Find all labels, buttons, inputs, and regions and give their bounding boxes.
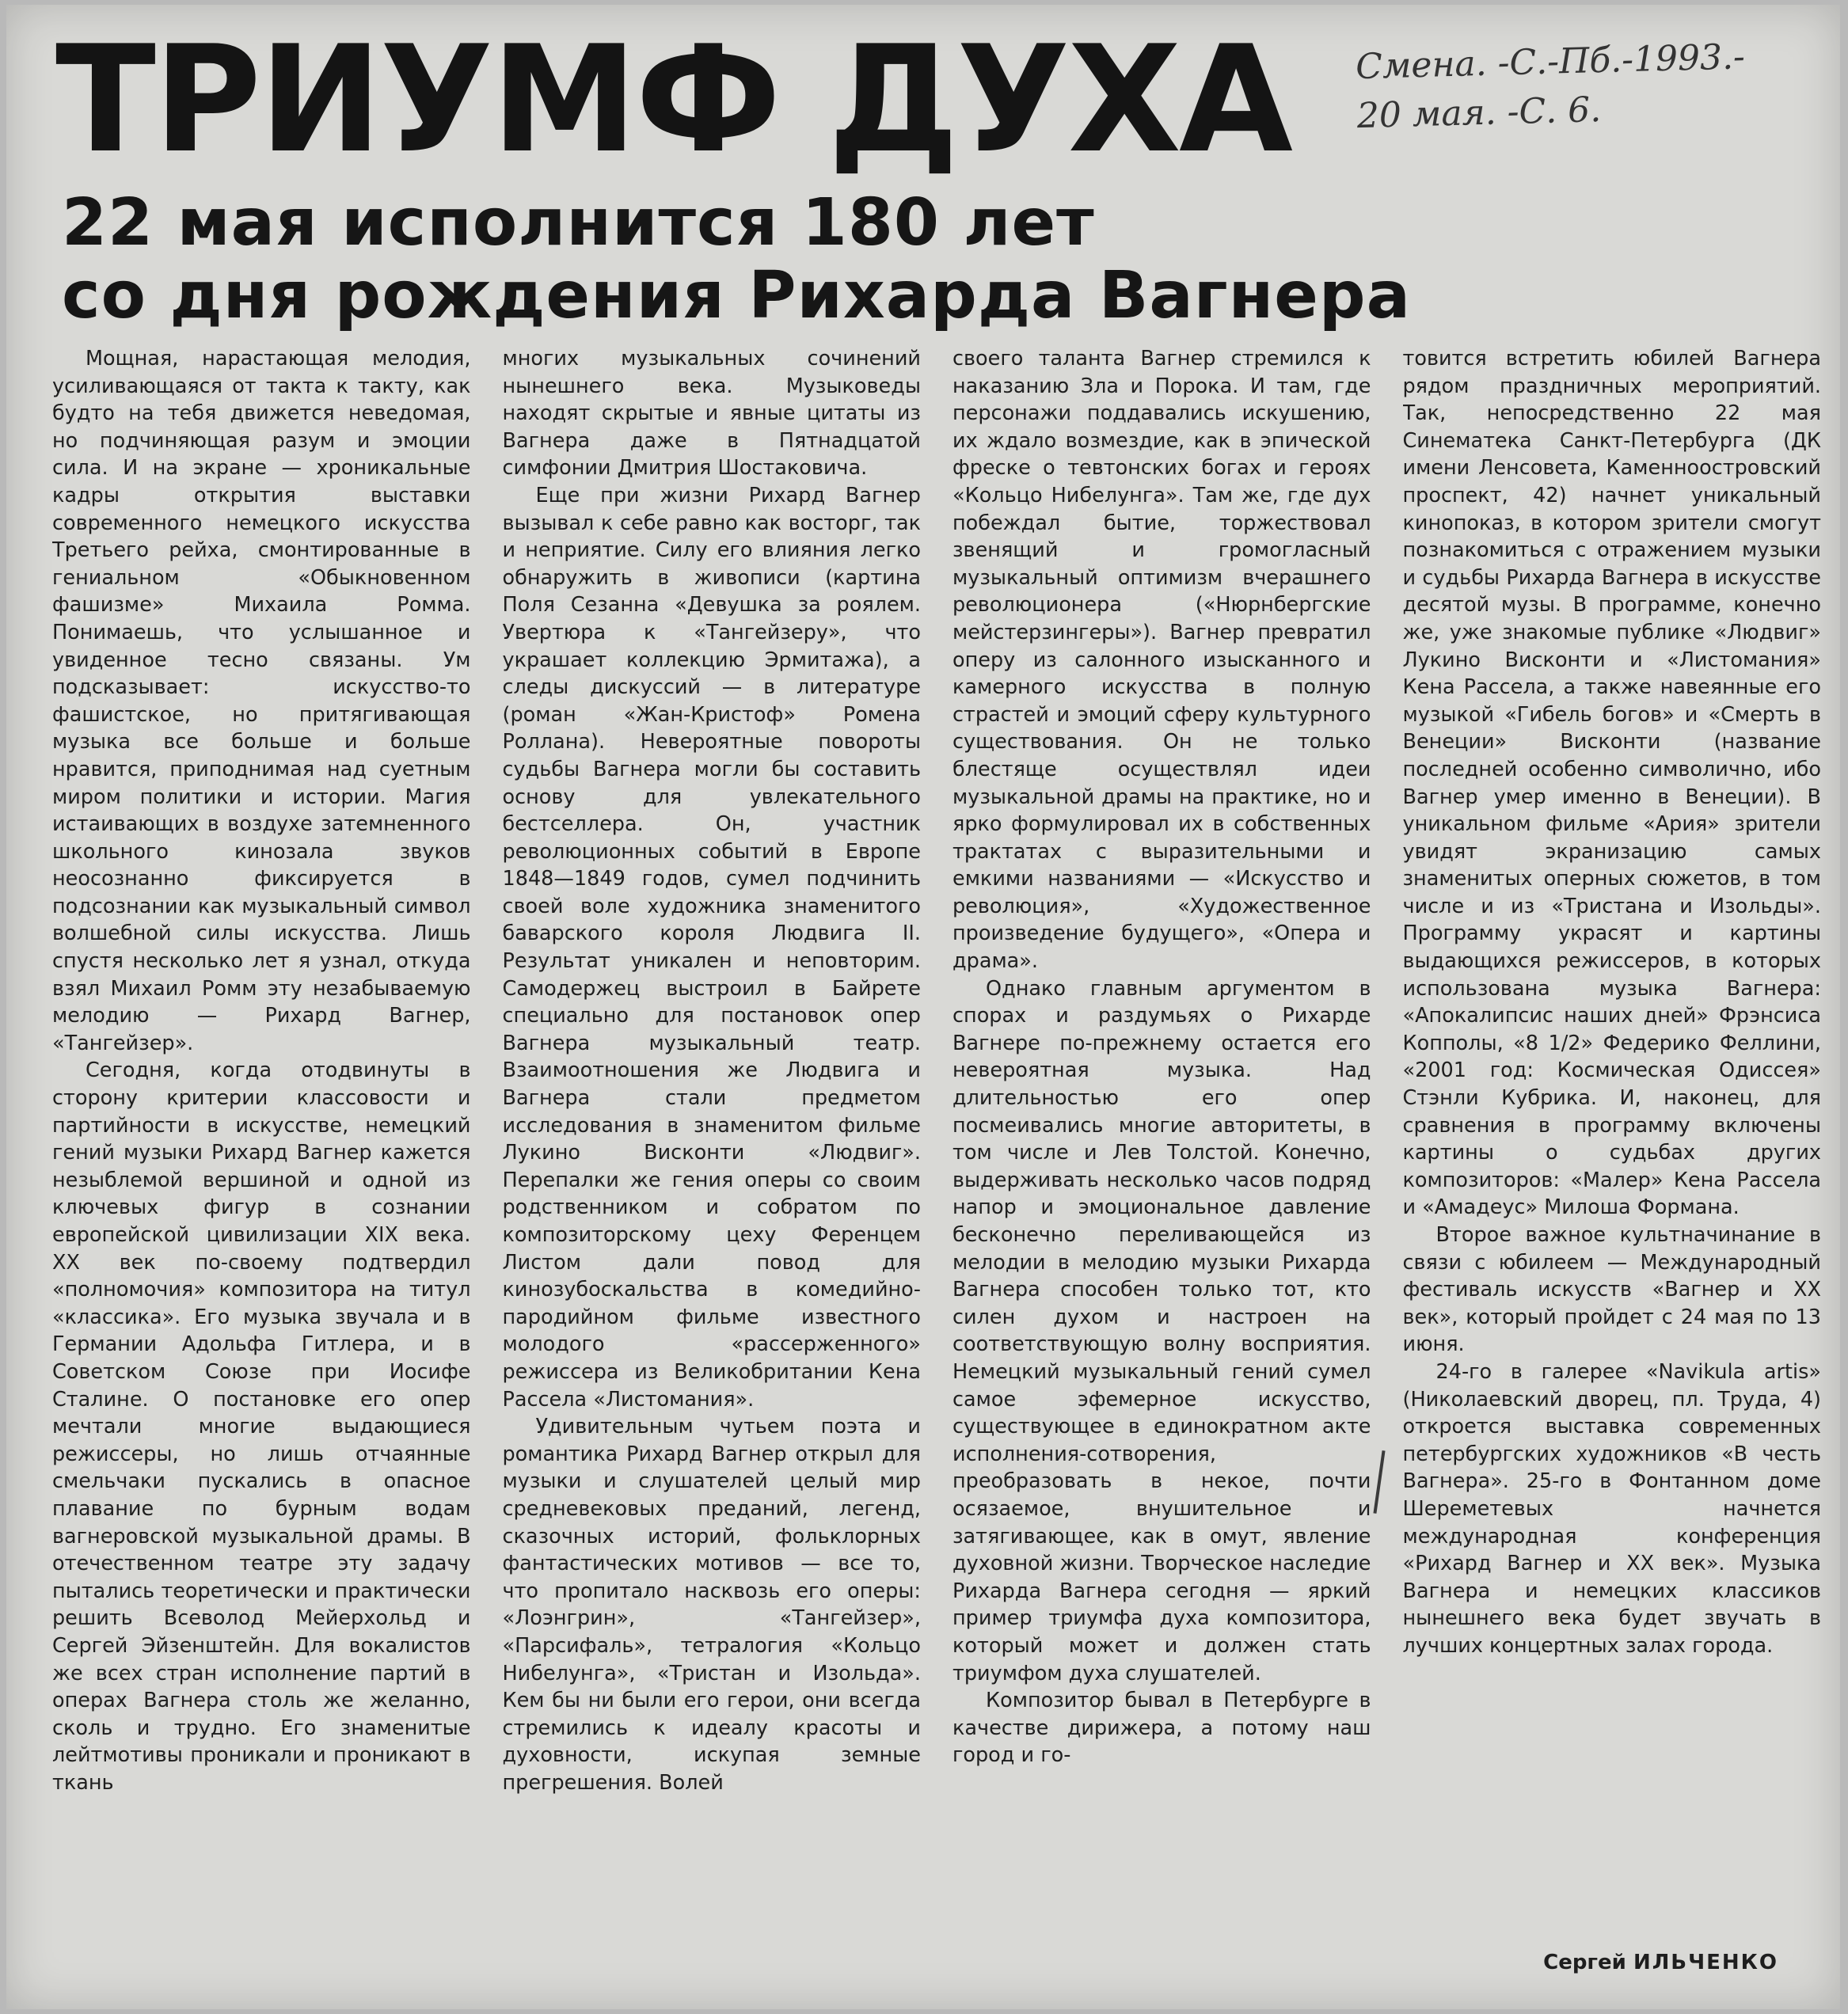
subheadline-line-1: 22 мая исполнится 180 лет bbox=[62, 185, 1095, 260]
handwritten-citation-note: Смена. -С.-Пб.-1993.- 20 мая. -С. 6. bbox=[1355, 36, 1746, 137]
article-body bbox=[52, 345, 1821, 1960]
paragraph: Второе важное культначинание в связи с юбилеем — Международный фестиваль искусств «Вагнер и XX век», который пройдет с 24 мая по 13 июня. bbox=[1402, 1223, 1821, 1357]
paragraph: Мощная, нарастающая мелодия, усиливающаяся от такта к такту, как будто на тебя движется неведомая, но подчиняющая разум и эмоции сила. И на экране — хроникальные кадры открытия выставки современного немецкого искусства Третьего рейха, смонтированные в гениальном «Обыкновенном фашизме» Михаила Ромма. Понимаешь, что услышанное и увиденное тесно связаны. Ум подсказывает: искусство-то фашистское, но притягивающая музыка все больше и больше нравится, приподнимая над суетным миром политики и истории. Магия истаивающих в воздухе затемненного школьного кинозала звуков неосознанно фиксируется в подсознании как музыкальный символ волшебной силы искусства. Лишь спустя несколько лет я узнал, откуда взял Михаил Ромм эту незабываемую мелодию — Рихард Вагнер, «Тангейзер». bbox=[52, 347, 471, 1055]
column-2 bbox=[503, 345, 922, 1960]
paragraph: товится встретить юбилей Вагнера рядом праздничных мероприятий. Так, непосредственно 22 мая Синематека Санкт-Петербурга (ДК имени Ленсовета, Каменноостровский проспект, 42) начнет уникальный кинопоказ, в котором зрители смогут познакомиться с отражением музыки и судьбы Рихарда Вагнера в искусстве десятой музы. В программе, конечно же, уже знакомые публике «Людвиг» Лукино Висконти и «Листомания» Кена Рассела, а также навеянные его музыкой «Гибель богов» и «Смерть в Венеции» Висконти (название последней особенно символично, ибо Вагнер умер именно в Венеции). В уникальном фильме «Ария» зрители увидят экранизацию самых знаменитых оперных сюжетов, в том числе и из «Тристана и Изольды». Программу украсят и картины выдающихся режиссеров, в которых использована музыка Вагнера: «Апокалипсис наших дней» Фрэнсиса Копполы, «8 1/2» Федерико Феллини, «2001 год: Космическая Одиссея» Стэнли Кубрика. И, наконец, для сравнения в программу включены картины о судьбах других композиторов: «Малер» Кена Рассела и «Амадеус» Милоша Формана. bbox=[1402, 347, 1821, 1220]
paragraph: Еще при жизни Рихард Вагнер вызывал к себе равно как восторг, так и неприятие. Силу его влияния легко обнаружить в живописи (картина Поля Сезанна «Девушка за роялем. Увертюра к «Тангейзеру», что украшает коллекцию Эрмитажа), а следы дискуссий — в литературе (роман «Жан-Кристоф» Ромена Роллана). Невероятные повороты судьбы Вагнера могли бы составить основу для увлекательного бестселлера. Он, участник революционных событий в Европе 1848—1849 годов, сумел подчинить своей воле художника знаменитого баварского короля Людвига II. Результат уникален и неповторим. Самодержец выстроил в Байрете специально для постановок опер Вагнера музыкальный театр. Взаимоотношения же Людвига и Вагнера стали предметом исследования в знаменитом фильме Лукино Висконти «Людвиг». Перепалки же гения оперы со своим родственником и собратом по композиторскому цеху Ференцем Листом дали повод для кинозубоскальства в комедийно-пародийном фильме известного молодого «рассерженного» режиссера из Великобритании Кена Рассела «Листомания». bbox=[502, 483, 921, 1412]
column-3 bbox=[953, 345, 1371, 1960]
column-1 bbox=[52, 345, 471, 1960]
paragraph: Однако главным аргументом в спорах и раздумьях о Рихарде Вагнере по-прежнему остается его невероятная музыка. Над длительностью его опер посмеивались многие авторитеты, в том числе и Лев Толстой. Конечно, выдерживать несколько часов подряд напор и эмоциональное давление бесконечно переливающейся из мелодии в мелодию музыки Рихарда Вагнера способен только тот, кто силен духом и настроен на соответствующую волну восприятия. Немецкий музыкальный гений сумел самое эфемерное искусство, существующее в единократном акте исполнения-сотворения, преобразовать в некое, почти осязаемое, внушительное и затягивающее, как в омут, явление духовной жизни. Творческое наследие Рихарда Вагнера сегодня — яркий пример триумфа духа композитора, который может и должен стать триумфом духа слушателей. bbox=[953, 976, 1371, 1685]
author-surname: ИЛЬЧЕНКО bbox=[1633, 1951, 1778, 1974]
paragraph: своего таланта Вагнер стремился к наказанию Зла и Порока. И там, где персонажи поддавались искушению, их ждало возмездие, как в эпической фреске о тевтонских богах и героях «Кольцо Нибелунга». Там же, где дух побеждал бытие, торжествовал звенящий и громогласный музыкальный оптимизм вчерашнего революционера («Нюрнбергские мейстерзингеры»). Вагнер превратил оперу из салонного изысканного и камерного искусства в полную страстей и эмоций сферу культурного существования. Он не только блестяще осуществлял идеи музыкальной драмы на практике, но и ярко формулировал их в собственных трактатах с выразительными и емкими названиями — «Искусство и революция», «Художественное произведение будущего», «Опера и драма». bbox=[953, 347, 1371, 974]
author-signature bbox=[1543, 1951, 1778, 1974]
paragraph: Композитор бывал в Петербурге в качестве дирижера, а потому наш город и го- bbox=[953, 1689, 1371, 1768]
column-4 bbox=[1403, 345, 1822, 1960]
article-subheadline bbox=[62, 187, 1835, 332]
paragraph: 24-го в галерее «Navikula artis» (Николаевский дворец, пл. Труда, 4) откроется выставка современных петербургских художников «В честь Вагнера». 25-го в Фонтанном доме Шереметевых начнется международная конференция «Рихард Вагнер и XX век». Музыка Вагнера и немецких классиков нынешнего века будет звучать в лучших концертных залах города. bbox=[1402, 1359, 1821, 1658]
paragraph: Удивительным чутьем поэта и романтика Рихард Вагнер открыл для музыки и слушателей целый мир средневековых преданий, легенд, сказочных историй, фольклорных фантастических мотивов — все то, что пропитало насквозь его оперы: «Лоэнгрин», «Тангейзер», «Парсифаль», тетралогия «Кольцо Нибелунга», «Тристан и Изольда». Кем бы ни были его герои, они всегда стремились к идеалу красоты и духовности, искупая земные прегрешения. Волей bbox=[502, 1415, 921, 1795]
paragraph: многих музыкальных сочинений нынешнего века. Музыковеды находят скрытые и явные цитаты из Вагнера даже в Пятнадцатой симфонии Дмитрия Шостаковича. bbox=[502, 347, 921, 481]
article-headline: ТРИУМФ ДУХА bbox=[55, 13, 1291, 185]
subheadline-line-2: со дня рождения Рихарда Вагнера bbox=[62, 258, 1411, 333]
paragraph: Сегодня, когда отодвинуты в сторону критерии классовости и партийности в искусстве, немецкий гений музыки Рихард Вагнер кажется незыблемой вершиной и одной из ключевых фигур в сознании европейской цивилизации XIX века. XX век по-своему подтвердил «полномочия» композитора на титул «классика». Его музыка звучала и в Германии Адольфа Гитлера, и в Советском Союзе при Иосифе Сталине. О постановке его опер мечтали многие выдающиеся режиссеры, но лишь отчаянные смельчаки пускались в опасное плавание по бурным водам вагнеровской музыкальной драмы. В отечественном театре эту задачу пытались теоретически и практически решить Всеволод Мейерхольд и Сергей Эйзенштейн. Для вокалистов же всех стран исполнение партий в операх Вагнера столь же желанно, сколь и трудно. Его знаменитые лейтмотивы проникали и проникают в ткань bbox=[52, 1058, 471, 1795]
newspaper-clipping bbox=[6, 5, 1840, 2009]
author-first-name: Сергей bbox=[1543, 1951, 1626, 1974]
